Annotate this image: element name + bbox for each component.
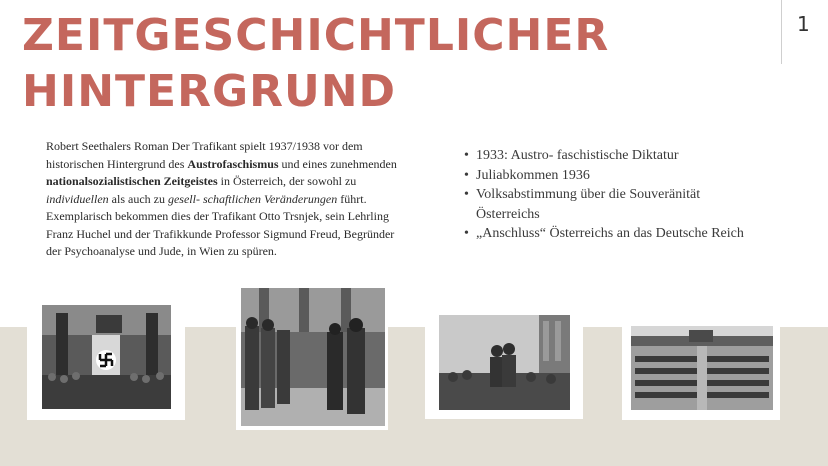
- bullet-item: • Volksabstimmung über die Souveränität Österreichs: [464, 185, 764, 224]
- body-text-5: führt. Exemplarisch bekommen dies der Trafikant Otto Trsnjek, sein Lehrling Franz Huchel und der Trafikkunde Professor Sigmund Freud, Begründer der Psychoanalyse und Jude, in Wien zu spüren.: [46, 191, 395, 258]
- body-bold-zeitgeist: nationalsozialistischen Zeitgeistes: [46, 174, 218, 188]
- body-italic-gesellschaftlich: gesell- schaftlichen Veränderungen: [167, 191, 338, 206]
- bullet-item: • 1933: Austro- faschistische Diktatur: [464, 146, 764, 166]
- slide-title: [22, 8, 609, 120]
- body-text-1: Robert Seethalers Roman Der Trafikant spielt 1937/1938 vor dem historischen Hintergrund des: [46, 139, 363, 171]
- header-divider: [781, 0, 782, 64]
- bullet-item: • Juliabkommen 1936: [464, 166, 764, 186]
- history-bullet-list: [464, 146, 764, 244]
- title-line-1: ZEITGESCHICHTLICHER: [22, 10, 610, 61]
- body-italic-individuell: individuellen: [46, 191, 109, 206]
- body-text-3: in Österreich, der sowohl zu: [217, 174, 357, 188]
- title-line-2: HINTERGRUND: [22, 66, 397, 117]
- body-text-4: als auch zu: [108, 191, 168, 206]
- body-text-2: und eines zunehmenden: [278, 156, 397, 171]
- historic-photo-rally: [42, 305, 171, 409]
- historic-photo-assembly: [631, 326, 773, 410]
- bullet-item: • „Anschluss“ Österreichs an das Deutsche Reich: [464, 224, 764, 244]
- body-paragraph: [46, 138, 406, 261]
- page-number: 1: [797, 12, 810, 36]
- body-bold-austrofaschismus: Austrofaschismus: [187, 156, 279, 171]
- historic-photo-crowd: [439, 315, 570, 410]
- historic-photo-march: [241, 288, 385, 426]
